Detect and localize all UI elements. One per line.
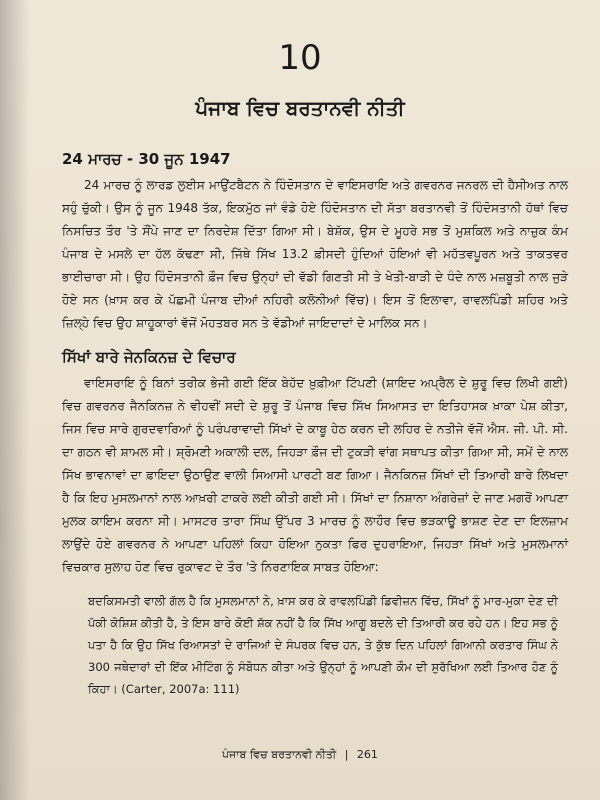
chapter-title: ਪੰਜਾਬ ਵਿਚ ਬਰਤਾਨਵੀ ਨੀਤੀ (195, 96, 405, 120)
footer-separator: | (344, 748, 349, 761)
body-paragraph-2: ਵਾਇਸਰਾਇ ਨੂੰ ਬਿਨਾਂ ਤਰੀਕ ਭੇਜੀ ਗਈ ਇੱਕ ਬੇਹੱਦ ਖ਼ੁਫ਼ੀਆ ਟਿੱਪਣੀ (ਸ਼ਾਇਦ ਅਪ੍ਰੈਲ ਦੇ ਸ਼ੁਰੂ ਵਿਚ ਲਿਖੀ ਗਈ) ਵਿਚ ਗਵਰਨਰ ਜੈਨਕਿਨਜ਼ ਨੇ ਵੀਹਵੀਂ ਸਦੀ ਦੇ ਸ਼ੁਰੂ ਤੋਂ ਪੰਜਾਬ ਵਿਚ ਸਿੱਖ ਸਿਆਸਤ ਦਾ ਇਤਿਹਾਸਕ ਖ਼ਾਕਾ ਪੇਸ਼ ਕੀਤਾ, ਜਿਸ ਵਿਚ ਸਾਰੇ ਗੁਰਦਵਾਰਿਆਂ ਨੂੰ ਪਰੰਪਰਾਵਾਦੀ ਸਿੱਖਾਂ ਦੇ ਕਾਬੂ ਹੇਠ ਕਰਨ ਦੀ ਲਹਿਰ ਦੇ ਨਤੀਜੇ ਵੱਜੋਂ ਐਸ. ਜੀ. ਪੀ. ਸੀ. ਦਾ ਗਠਨ ਵੀ ਸ਼ਾਮਲ ਸੀ। ਸ਼੍ਰੋਮਣੀ ਅਕਾਲੀ ਦਲ, ਜਿਹੜਾ ਫ਼ੌਜ ਦੀ ਟੁਕੜੀ ਵਾਂਗ ਸਥਾਪਤ ਕੀਤਾ ਗਿਆ ਸੀ, ਸਮੇਂ ਦੇ ਨਾਲ ਸਿੱਖ ਭਾਵਨਾਵਾਂ ਦਾ ਫ਼ਾਇਦਾ ਉਠਾਉਣ ਵਾਲੀ ਸਿਆਸੀ ਪਾਰਟੀ ਬਣ ਗਿਆ। ਜੈਨਕਿਨਜ਼ ਸਿੱਖਾਂ ਦੀ ਤਿਆਰੀ ਬਾਰੇ ਲਿਖਦਾ ਹੈ ਕਿ ਇਹ ਮੁਸਲਮਾਨਾਂ ਨਾਲ ਆਖ਼ਰੀ ਟਾਕਰੇ ਲਈ ਕੀਤੀ ਗਈ ਸੀ। ਸਿੱਖਾਂ ਦਾ ਨਿਸ਼ਾਨਾ ਅੰਗਰੇਜ਼ਾਂ ਦੇ ਜਾਣ ਮਗਰੋਂ ਆਪਣਾ ਮੁਲਕ ਕਾਇਮ ਕਰਨਾ ਸੀ। ਮਾਸਟਰ ਤਾਰਾ ਸਿੰਘ ਉੱਪਰ 3 ਮਾਰਚ ਨੂੰ ਲਾਹੌਰ ਵਿਚ ਭੜਕਾਊ ਭਾਸ਼ਣ ਦੇਣ ਦਾ ਇਲਜ਼ਾਮ ਲਾਉਂਦੇ ਹੋਏ ਗਵਰਨਰ ਨੇ ਆਪਣਾ ਪਹਿਲਾਂ ਕਿਹਾ ਹੋਇਆ ਨੁਕਤਾ ਫਿਰ ਦੁਹਰਾਇਆ, ਜਿਹੜਾ ਸਿੱਖਾਂ ਅਤੇ ਮੁਸਲਮਾਨਾਂ ਵਿਚਕਾਰ ਸੁਲਾਹ ਹੋਣ ਵਿਚ ਰੁਕਾਵਟ ਦੇ ਤੌਰ 'ਤੇ ਨਿਰਣਾਇਕ ਸਾਬਤ ਹੋਇਆ: (62, 376, 568, 574)
body-paragraph-1: 24 ਮਾਰਚ ਨੂੰ ਲਾਰਡ ਲੁਈਸ ਮਾਉਂਟਬੈਟਨ ਨੇ ਹਿੰਦੋਸਤਾਨ ਦੇ ਵਾਇਸਰਾਇ ਅਤੇ ਗਵਰਨਰ ਜਨਰਲ ਦੀ ਹੈਸੀਅਤ ਨਾਲ ਸਹੁੰ ਚੁੱਕੀ। ਉਸ ਨੂੰ ਜੂਨ 1948 ਤੱਕ, ਇਕਮੁੱਠ ਜਾਂ ਵੰਡੇ ਹੋਏ ਹਿੰਦੋਸਤਾਨ ਦੀ ਸੱਤਾ ਬਰਤਾਨਵੀ ਤੋਂ ਹਿੰਦੋਸਤਾਨੀ ਹੱਥਾਂ ਵਿਚ ਨਿਸਚਿਤ ਤੌਰ 'ਤੇ ਸੌਂਪੇ ਜਾਣ ਦਾ ਨਿਰਦੇਸ਼ ਦਿੱਤਾ ਗਿਆ ਸੀ। ਬੇਸ਼ੱਕ, ਉਸ ਦੇ ਮੂਹਰੇ ਸਭ ਤੋਂ ਮੁਸ਼ਕਿਲ ਅਤੇ ਨਾਜ਼ੁਕ ਕੰਮ ਪੰਜਾਬ ਦੇ ਮਸਲੇ ਦਾ ਹੱਲ ਕੱਢਣਾ ਸੀ, ਜਿੱਥੇ ਸਿੱਖ 13.2 ਫ਼ੀਸਦੀ ਹੁੰਦਿਆਂ ਹੋਇਆਂ ਵੀ ਮਹੱਤਵਪੂਰਨ ਅਤੇ ਤਾਕਤਵਰ ਭਾਈਚਾਰਾ ਸੀ। ਉਹ ਹਿੰਦੋਸਤਾਨੀ ਫ਼ੌਜ ਵਿਚ ਉਨ੍ਹਾਂ ਦੀ ਵੱਡੀ ਗਿਣਤੀ ਸੀ ਤੇ ਖੇਤੀ-ਬਾੜੀ ਦੇ ਧੰਦੇ ਨਾਲ ਮਜ਼ਬੂਤੀ ਨਾਲ ਜੁੜੇ ਹੋਏ ਸਨ (ਖ਼ਾਸ ਕਰ ਕੇ ਪੱਛਮੀ ਪੰਜਾਬ ਦੀਆਂ ਨਹਿਰੀ ਕਲੋਨੀਆਂ ਵਿੱਚ)। ਇਸ ਤੋਂ ਇਲਾਵਾ, ਰਾਵਲਪਿੰਡੀ ਸ਼ਹਿਰ ਅਤੇ ਜ਼ਿਲ੍ਹੇ ਵਿਚ ਉਹ ਸ਼ਾਹੂਕਾਰਾਂ ਵੱਜੋਂ ਮੋਹਤਬਰ ਸਨ ਤੇ ਵੱਡੀਆਂ ਜਾਇਦਾਦਾਂ ਦੇ ਮਾਲਿਕ ਸਨ। (62, 178, 568, 330)
chapter-number: 10 (278, 38, 322, 78)
page-number: 261 (356, 748, 378, 761)
section-heading: ਸਿੱਖਾਂ ਬਾਰੇ ਜੇਨਕਿਨਜ਼ ਦੇ ਵਿਚਾਰ (62, 348, 236, 366)
date-heading: 24 ਮਾਰਚ - 30 ਜੂਨ 1947 (62, 150, 231, 168)
running-title: ਪੰਜਾਬ ਵਿਚ ਬਰਤਾਨਵੀ ਨੀਤੀ (222, 748, 337, 761)
block-quote: ਬਦਕਿਸਮਤੀ ਵਾਲੀ ਗੱਲ ਹੈ ਕਿ ਮੁਸਲਮਾਨਾਂ ਨੇ, ਖ਼ਾਸ ਕਰ ਕੇ ਰਾਵਲਪਿੰਡੀ ਡਿਵੀਜ਼ਨ ਵਿੱਚ, ਸਿੱਖਾਂ ਨੂੰ ਮਾਰ-ਮੁਕਾ ਦੇਣ ਦੀ ਪੱਕੀ ਕੋਸ਼ਿਸ਼ ਕੀਤੀ ਹੈ, ਤੇ ਇਸ ਬਾਰੇ ਕੋਈ ਸ਼ੱਕ ਨਹੀਂ ਹੈ ਕਿ ਸਿੱਖ ਆਗੂ ਬਦਲੇ ਦੀ ਤਿਆਰੀ ਕਰ ਰਹੇ ਹਨ। ਇਹ ਸਭ ਨੂੰ ਪਤਾ ਹੈ ਕਿ ਉਹ ਸਿੱਖ ਰਿਆਸਤਾਂ ਦੇ ਰਾਜਿਆਂ ਦੇ ਸੰਪਰਕ ਵਿਚ ਹਨ, ਤੇ ਕੁੱਝ ਦਿਨ ਪਹਿਲਾਂ ਗਿਆਨੀ ਕਰਤਾਰ ਸਿੰਘ ਨੇ 300 ਜਥੇਦਾਰਾਂ ਦੀ ਇੱਕ ਮੀਟਿੰਗ ਨੂੰ ਸੰਬੋਧਨ ਕੀਤਾ ਅਤੇ ਉਨ੍ਹਾਂ ਨੂੰ ਆਪਣੀ ਕੌਮ ਦੀ ਸੁਰੱਖਿਆ ਲਈ ਤਿਆਰ ਹੋਣ ਨੂੰ ਕਿਹਾ। (Carter, 2007a: 111) (88, 594, 558, 696)
page-footer (0, 748, 600, 762)
